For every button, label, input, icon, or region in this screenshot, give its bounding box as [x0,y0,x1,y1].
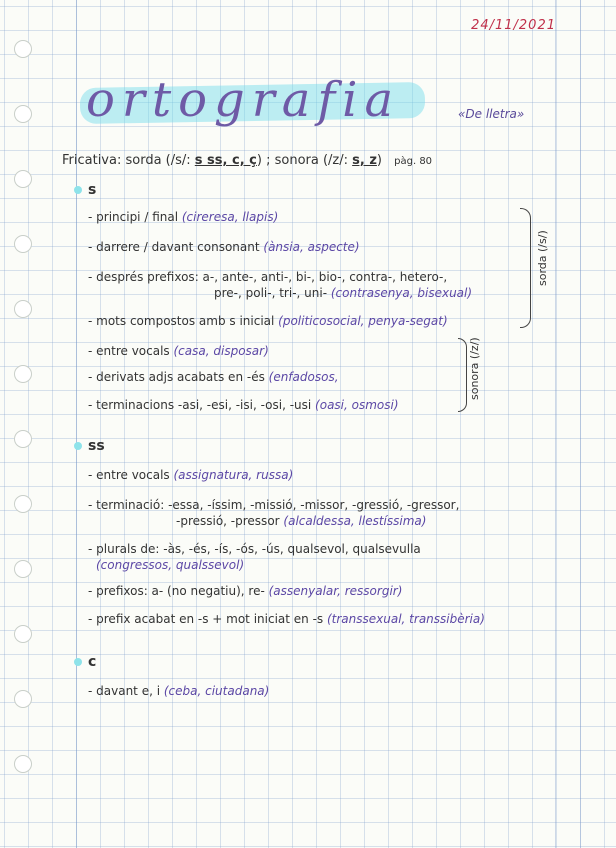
rule-item: - entre vocals (casa, disposar) [88,344,269,358]
rule-item: - derivats adjs acabats en -és (enfadosos, [88,370,339,384]
intro-suffix: ) [376,153,382,168]
section-heading-s: s [74,182,96,198]
brace-sonora [458,338,467,412]
punch-hole [14,40,32,58]
punch-hole [14,365,32,383]
punch-hole [14,235,32,253]
rule-item: - prefix acabat en -s + mot iniciat en -s (transsexual, transsibèria) [88,612,485,626]
punch-hole [14,755,32,773]
punch-hole [14,625,32,643]
brace-label-sonora: sonora (/z/) [468,337,481,400]
punch-hole [14,495,32,513]
page-reference: pàg. 80 [394,156,433,167]
bullet-dot-icon [74,186,82,194]
page-subtitle: «De lletra» [458,107,525,121]
rule-item: - terminacions -asi, -esi, -isi, -osi, -usi (oasi, osmosi) [88,398,399,412]
punch-hole [14,170,32,188]
right-margin-line [555,0,556,848]
bullet-dot-icon [74,442,82,450]
margin-line [76,0,77,848]
brace-label-sorda: sorda (/s/) [536,230,549,286]
date: 24/11/2021 [471,18,556,33]
punch-hole [14,300,32,318]
bullet-dot-icon [74,658,82,666]
rule-item: - davant e, i (ceba, ciutadana) [88,684,270,698]
page-title: ortografia [86,72,401,128]
intro-prefix: Fricativa: sorda (/s/: [62,153,195,168]
rule-item: - prefixos: a- (no negatiu), re- (assenyalar, ressorgir) [88,584,403,598]
rule-item: - entre vocals (assignatura, russa) [88,468,294,482]
punch-hole [14,430,32,448]
brace-sorda [520,208,531,328]
punch-hole [14,690,32,708]
rule-item: - terminació: -essa, -íssim, -missió, -missor, -gressió, -gressor, [88,498,460,512]
rule-item: - mots compostos amb s inicial (politicosocial, penya-segat) [88,314,448,328]
rule-item: - darrere / davant consonant (ànsia, aspecte) [88,240,360,254]
rule-item-continuation: -pressió, -pressor (alcaldessa, llestíssima) [176,514,427,528]
section-heading-ss: ss [74,438,105,454]
section-heading-c: c [74,654,96,670]
rule-item: - plurals de: -às, -és, -ís, -ós, -ús, qualsevol, qualsevulla [88,542,421,556]
rule-item-continuation: pre-, poli-, tri-, uni- (contrasenya, bisexual) [214,286,473,300]
rule-item-continuation: (congressos, qualssevol) [96,558,245,572]
intro-middle: ) ; sonora (/z/: [256,153,353,168]
intro-line [62,153,432,168]
intro-sonora-letters: s, z [352,153,377,168]
rule-item: - després prefixos: a-, ante-, anti-, bi-, bio-, contra-, hetero-, [88,270,448,284]
punch-hole [14,560,32,578]
intro-sorda-letters: s ss, c, ç [194,153,257,168]
right-margin-line-outer [580,0,581,848]
punch-hole [14,105,32,123]
rule-item: - principi / final (cireresa, llapis) [88,210,279,224]
